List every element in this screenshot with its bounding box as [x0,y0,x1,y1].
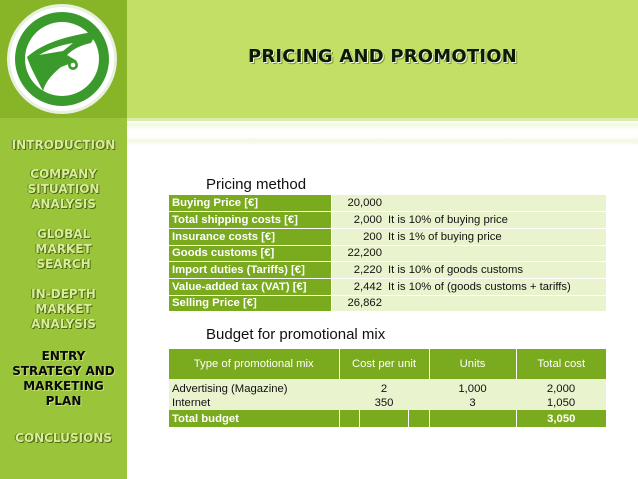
cell-type: Advertising (Magazine) [169,379,339,395]
total-cell-empty [429,410,516,427]
row-note: It is 10% of goods customs [385,262,606,279]
cell-units: 3 [429,395,516,410]
nav-item-introduction[interactable]: INTRODUCTION [11,138,116,152]
total-cell-empty [339,410,429,427]
row-note [385,295,606,312]
total-value: 3,050 [516,410,606,427]
table-header-row [169,349,606,379]
pricing-table [169,195,606,312]
row-note: It is 1% of buying price [385,228,606,245]
cell-total: 1,050 [516,395,606,410]
row-label: Insurance costs [€] [169,228,331,245]
table-row [169,278,606,295]
cell-total: 2,000 [516,379,606,395]
cell-type: Internet [169,395,339,410]
column-header: Cost per unit [339,349,429,379]
nav-item-entry-strategy[interactable]: ENTRY STRATEGY AND MARKETING PLAN [12,349,115,408]
row-label: Import duties (Tariffs) [€] [169,262,331,279]
row-label: Selling Price [€] [169,295,331,312]
row-label: Goods customs [€] [169,245,331,262]
row-value: 2,442 [331,278,385,295]
divider [127,136,638,146]
row-value: 200 [331,228,385,245]
row-note: It is 10% of (goods customs + tariffs) [385,278,606,295]
total-label: Total budget [169,410,339,427]
table-row [169,195,606,212]
table-row [169,379,606,395]
slide-title: PRICING AND PROMOTION [247,46,518,67]
column-header: Total cost [516,349,606,379]
table-row [169,212,606,229]
nav-item-conclusions[interactable]: CONCLUSIONS [15,431,112,445]
row-label: Value-added tax (VAT) [€] [169,278,331,295]
row-value: 2,000 [331,212,385,229]
row-value: 22,200 [331,245,385,262]
row-value: 2,220 [331,262,385,279]
row-note [385,195,606,212]
cell-units: 1,000 [429,379,516,395]
nav-item-company-situation-analysis[interactable]: COMPANY SITUATION ANALYSIS [27,167,100,211]
row-note: It is 10% of buying price [385,212,606,229]
total-row [169,410,606,427]
table-row [169,262,606,279]
logo-area [0,0,127,118]
row-value: 20,000 [331,195,385,212]
nav-item-global-market-search[interactable]: GLOBAL MARKET SEARCH [35,227,92,271]
bullet-budget [176,326,385,343]
budget-table [169,349,606,427]
divider [127,121,638,130]
table-row [169,395,606,410]
bullet-pricing-method [176,176,306,193]
row-label: Buying Price [€] [169,195,331,212]
row-label: Total shipping costs [€] [169,212,331,229]
skoda-logo-icon [3,3,121,115]
table-row [169,245,606,262]
column-header: Type of promotional mix [169,349,339,379]
bullet-text: Pricing method [206,176,307,193]
table-row [169,295,606,312]
row-value: 26,862 [331,295,385,312]
row-note [385,245,606,262]
nav-item-in-depth-market-analysis[interactable]: IN-DEPTH MARKET ANALYSIS [31,287,96,331]
bullet-text: Budget for promotional mix [206,326,386,343]
table-row [169,228,606,245]
column-header: Units [429,349,516,379]
sidebar [0,0,127,479]
cell-cost: 350 [339,395,429,410]
cell-cost: 2 [339,379,429,395]
